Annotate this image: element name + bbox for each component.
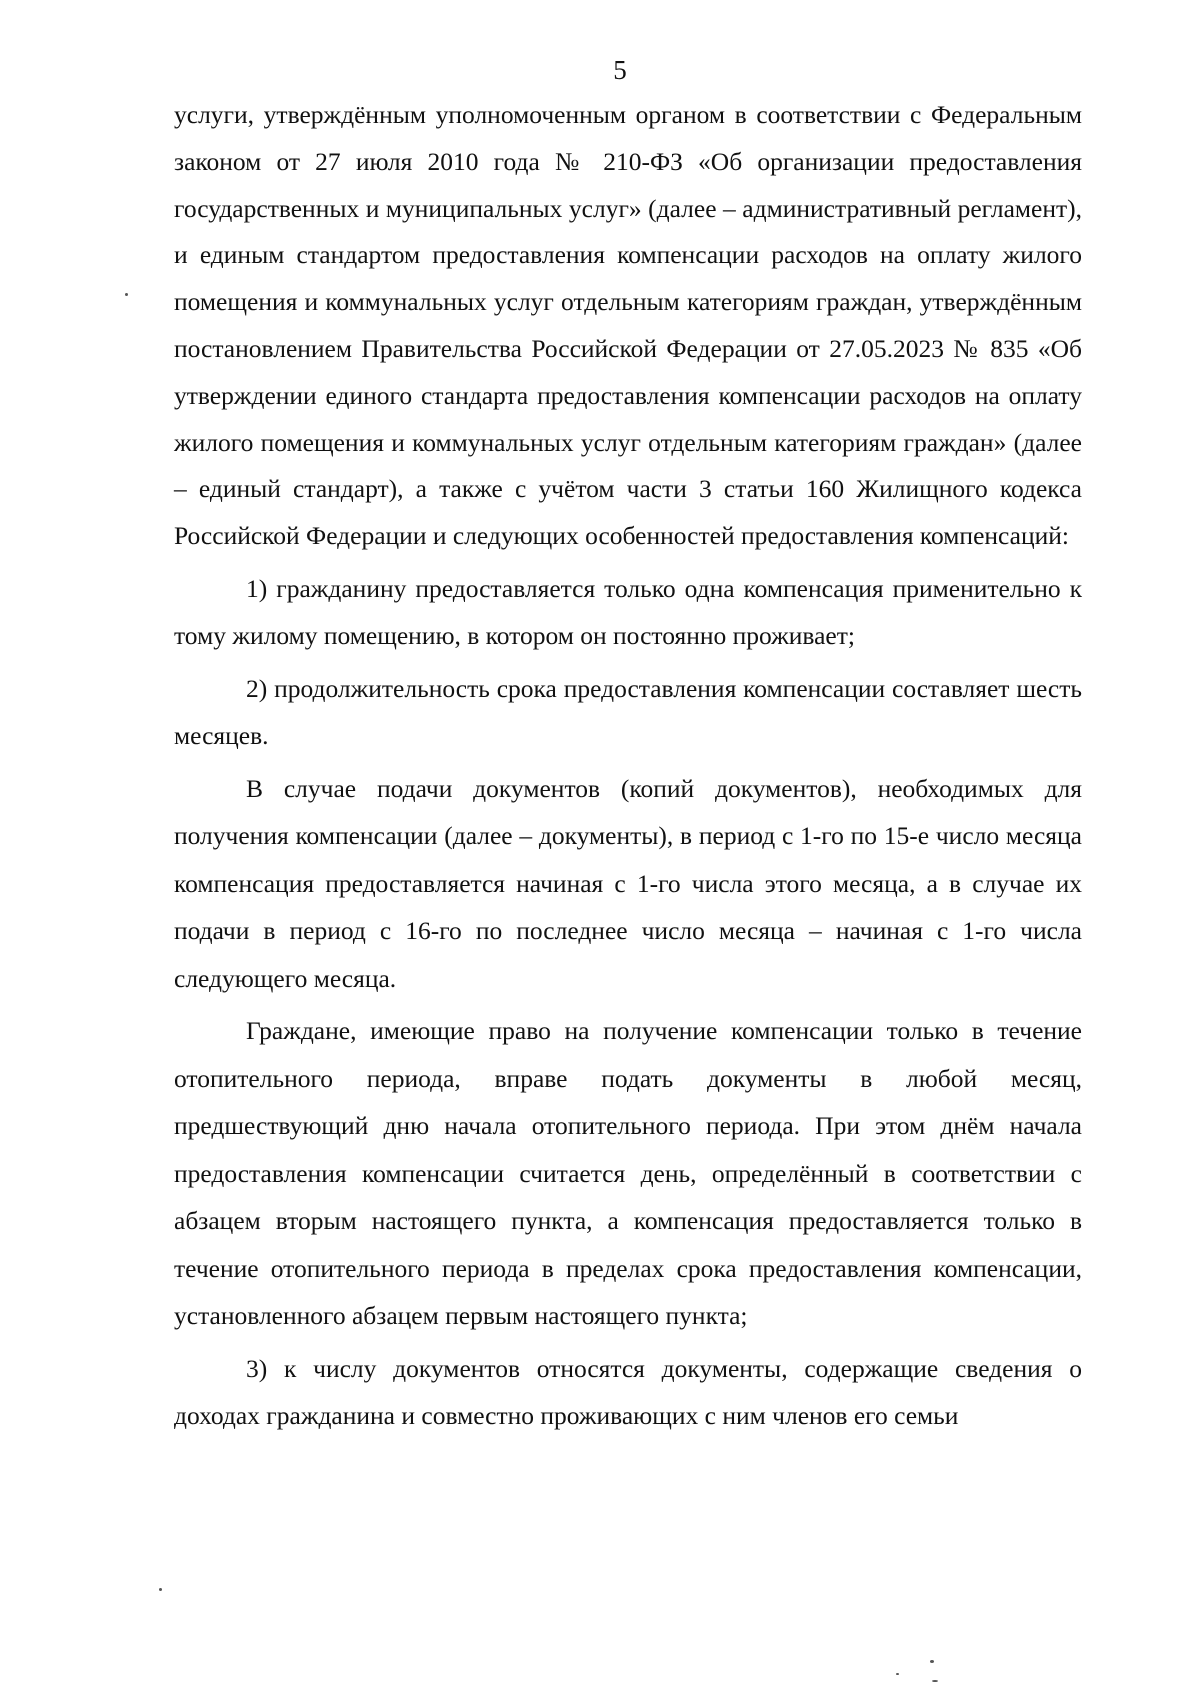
- paragraph-item-1: 1) гражданину предоставляется только одна компенсация применительно к тому жилому помещению, в котором он постоянно проживает;: [174, 573, 1082, 651]
- document-body: [174, 92, 1082, 1440]
- scan-speck: [896, 1673, 899, 1675]
- scan-speck: [930, 1660, 934, 1663]
- paragraph-item-3: 3) к числу документов относятся документы, содержащие сведения о доходах гражданина и совместно проживающих с ним членов его семьи: [174, 1353, 1082, 1431]
- scan-speck: [932, 1680, 938, 1682]
- scan-speck: [159, 1588, 162, 1591]
- paragraph-heating-period: Граждане, имеющие право на получение компенсации только в течение отопительного периода, вправе подать документы в любой месяц, предшествующий дню начала отопительного периода. При этом днём начала предоставления компенсации считается день, определённый в соответствии с абзацем вторым настоящего пункта, а компенсация предоставляется только в течение отопительного периода в пределах срока предоставления компенсации, установленного абзацем первым настоящего пункта;: [174, 1016, 1082, 1331]
- scan-speck: [125, 293, 128, 296]
- page-number: 5: [613, 55, 627, 85]
- paragraph-submission-timing: В случае подачи документов (копий документов), необходимых для получения компенсации (далее – документы), в период с 1-го по 15-е число месяца компенсация предоставляется начиная с 1-го числа этого месяца, а в случае их подачи в период с 16-го по последнее число месяца – начиная с 1-го числа следующего месяца.: [174, 773, 1082, 993]
- paragraph-continuation: услуги, утверждённым уполномоченным органом в соответствии с Федеральным законом от 27 июля 2010 года № 210-ФЗ «Об организации предоставления государственных и муниципальных услуг» (далее – административный регламент), и единым стандартом предоставления компенсации расходов на оплату жилого помещения и коммунальных услуг отдельным категориям граждан, утверждённым постановлением Правительства Российской Федерации от 27.05.2023 № 835 «Об утверждении единого стандарта предоставления компенсации расходов на оплату жилого помещения и коммунальных услуг отдельным категориям граждан» (далее – единый стандарт), а также с учётом части 3 статьи 160 Жилищного кодекса Российской Федерации и следующих особенностей предоставления компенсаций:: [174, 100, 1082, 551]
- paragraph-item-2: 2) продолжительность срока предоставления компенсации составляет шесть месяцев.: [174, 673, 1082, 751]
